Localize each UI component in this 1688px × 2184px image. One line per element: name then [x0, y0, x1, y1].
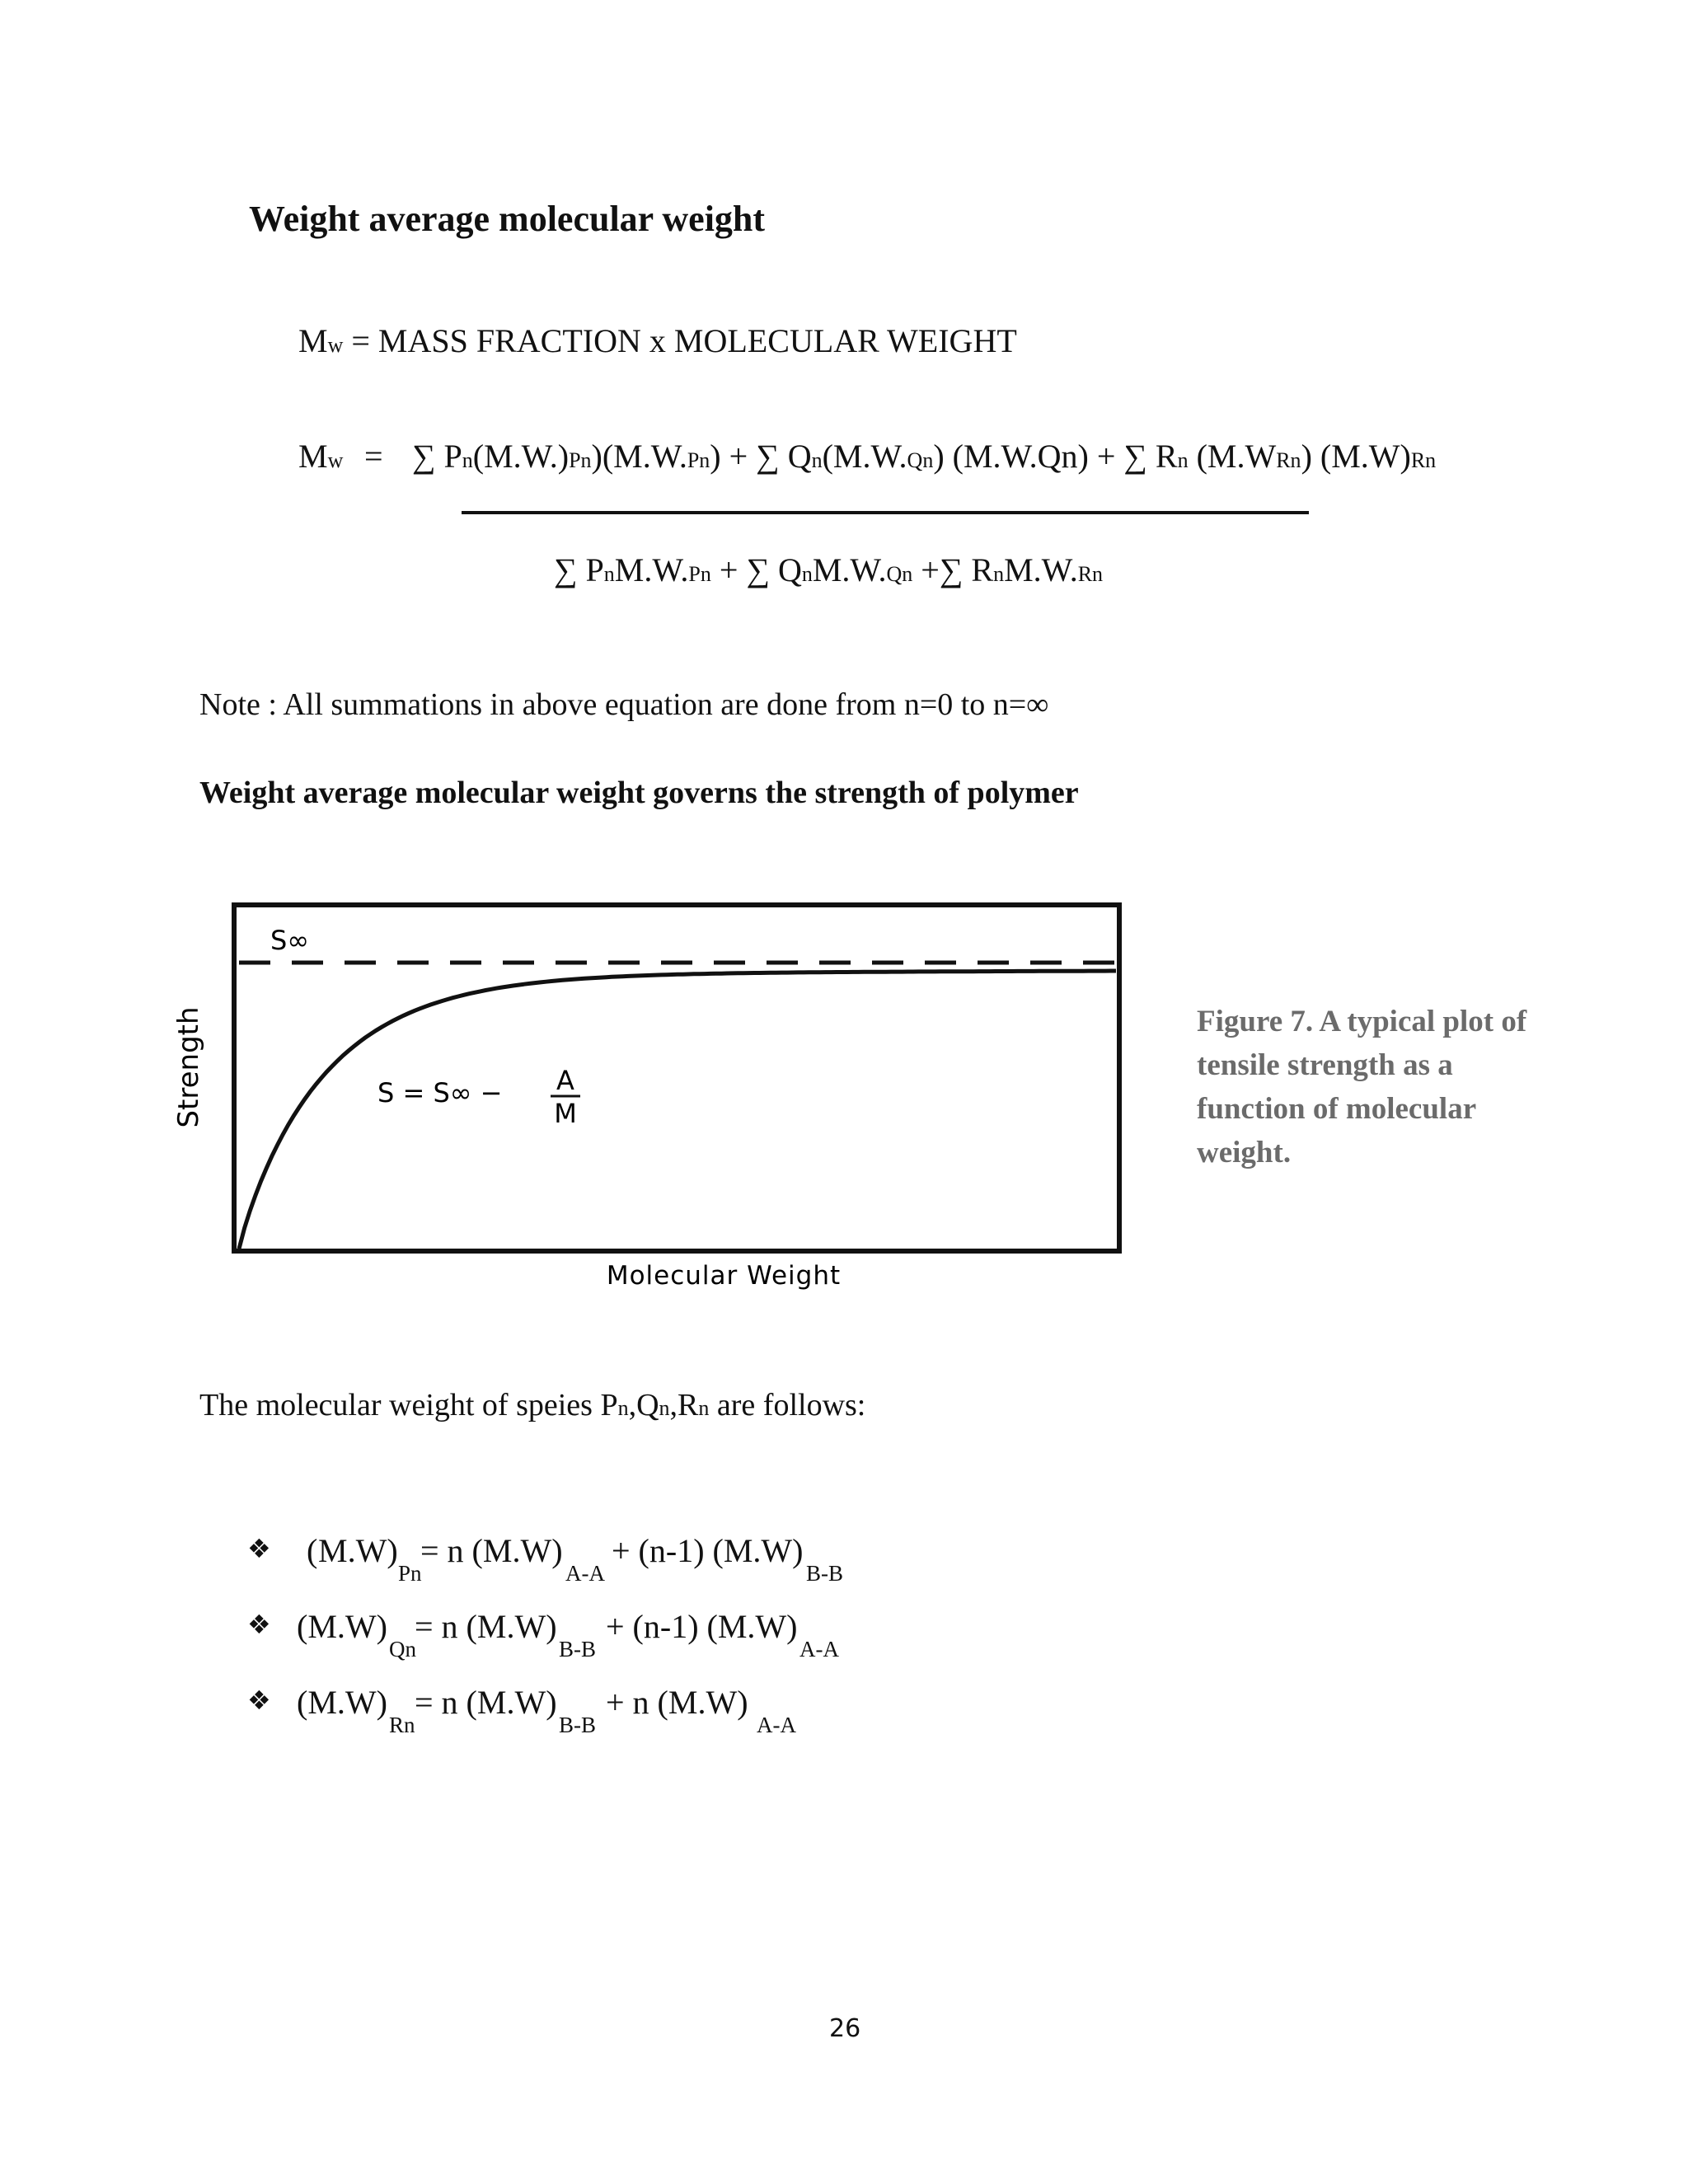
den-sub: n — [603, 562, 615, 586]
bullet-sub-b: A-A — [565, 1561, 605, 1586]
page-number: 26 — [829, 2014, 861, 2043]
bullet-sub-c: A-A — [757, 1713, 796, 1737]
section-heading: Weight average molecular weight — [249, 199, 766, 239]
num-part: )(M.W. — [591, 438, 687, 475]
bullet-open-paren: ( — [307, 1532, 318, 1569]
den-sub: Rn — [1077, 562, 1104, 586]
num-sub: Qn — [907, 448, 934, 472]
strength-chart — [157, 890, 1146, 1302]
den-sub: Qn — [886, 562, 913, 586]
den-part: + ∑ Q — [710, 551, 802, 588]
x-axis-label: Molecular Weight — [606, 1261, 842, 1291]
num-sub: Rn — [1410, 448, 1437, 472]
num-part: ) (M.W) — [1301, 438, 1411, 475]
den-sub: Pn — [688, 562, 711, 586]
intro-sub: n — [617, 1396, 629, 1420]
diamond-bullet-icon: ❖ — [247, 1609, 271, 1640]
bullet-term-a: (M.W) — [297, 1608, 387, 1645]
formula-left: S = S∞ − — [377, 1077, 503, 1108]
bullet-term-a: M.W) — [318, 1532, 398, 1569]
bullet-sub-c: A-A — [799, 1637, 839, 1661]
formula-numerator: A — [556, 1065, 574, 1096]
bullet-term-a: (M.W) — [297, 1684, 387, 1721]
strength-curve — [239, 971, 1116, 1249]
diamond-bullet-icon: ❖ — [247, 1533, 271, 1564]
equation-mw-equals: = — [364, 438, 383, 475]
bullet-sub-a: Pn — [398, 1561, 422, 1586]
num-part: (M.W — [1188, 438, 1277, 475]
asymptote-label: S∞ — [270, 925, 309, 956]
bullet-term-c: + n (M.W) — [606, 1684, 748, 1721]
num-sub: n — [1177, 448, 1189, 472]
num-sub: n — [462, 448, 473, 472]
figure-caption: Figure 7. A typical plot of tensile strength as a function of molecular weight. — [1197, 1005, 1527, 1169]
num-sub: n — [811, 448, 823, 472]
eq1-lhs-sub: w — [327, 333, 344, 357]
bullet-sub-c: B-B — [806, 1561, 844, 1586]
eq1-lhs: M — [298, 322, 328, 359]
intro-sub: n — [659, 1396, 670, 1420]
summation-note: Note : All summations in above equation are done from n=0 to n=∞ — [199, 687, 1049, 722]
num-part: ∑ P — [412, 438, 462, 475]
den-sub: n — [801, 562, 813, 586]
eq1-rhs: = MASS FRACTION x MOLECULAR WEIGHT — [351, 322, 1017, 359]
num-part: (M.W. — [822, 438, 907, 475]
bullet-item-qn — [247, 1607, 907, 1665]
chart-frame — [234, 905, 1119, 1251]
den-part: M.W. — [812, 551, 887, 588]
den-part: ∑ P — [554, 551, 604, 588]
bullet-sub-b: B-B — [559, 1637, 597, 1661]
bullet-item-rn — [247, 1683, 907, 1741]
bullet-item-pn — [247, 1531, 907, 1589]
bullet-term-b: = n (M.W) — [420, 1532, 563, 1569]
intro-text: ,Q — [628, 1388, 659, 1422]
diamond-bullet-icon: ❖ — [247, 1685, 271, 1716]
equation-mw-lhs — [298, 437, 343, 476]
den-part: M.W. — [1004, 551, 1078, 588]
num-part: (M.W.) — [472, 438, 570, 475]
equation-mass-fraction — [298, 321, 1017, 360]
num-sub: Pn — [569, 448, 592, 472]
eq2-lhs: M — [298, 438, 328, 475]
bullet-term-c: + (n-1) (M.W) — [606, 1608, 798, 1645]
intro-text: ,R — [669, 1388, 699, 1422]
intro-text: The molecular weight of speies P — [199, 1388, 618, 1422]
num-sub: Pn — [687, 448, 710, 472]
num-sub: Rn — [1276, 448, 1301, 472]
intro-text: are follows: — [709, 1388, 866, 1422]
bullet-term-c: + (n-1) (M.W) — [612, 1532, 804, 1569]
den-part: M.W. — [614, 551, 689, 588]
equation-mw-denominator — [554, 551, 1103, 589]
y-axis-label: Strength — [172, 1006, 205, 1128]
eq2-lhs-sub: w — [327, 448, 344, 472]
num-part: ) (M.W.Qn) + ∑ R — [933, 438, 1178, 475]
bullet-sub-a: Qn — [389, 1637, 416, 1661]
bullet-term-b: = n (M.W) — [415, 1684, 557, 1721]
species-intro — [199, 1387, 865, 1423]
governs-statement: Weight average molecular weight governs the strength of polymer — [199, 776, 1079, 810]
bullet-sub-a: Rn — [389, 1713, 415, 1737]
den-sub: n — [993, 562, 1005, 586]
formula-denominator: M — [554, 1098, 577, 1129]
bullet-sub-b: B-B — [559, 1713, 597, 1737]
den-part: +∑ R — [912, 551, 994, 588]
fraction-bar — [462, 511, 1309, 514]
intro-sub: n — [698, 1396, 710, 1420]
equation-mw-numerator — [412, 437, 1436, 476]
num-part: ) + ∑ Q — [710, 438, 812, 475]
bullet-term-b: = n (M.W) — [415, 1608, 557, 1645]
